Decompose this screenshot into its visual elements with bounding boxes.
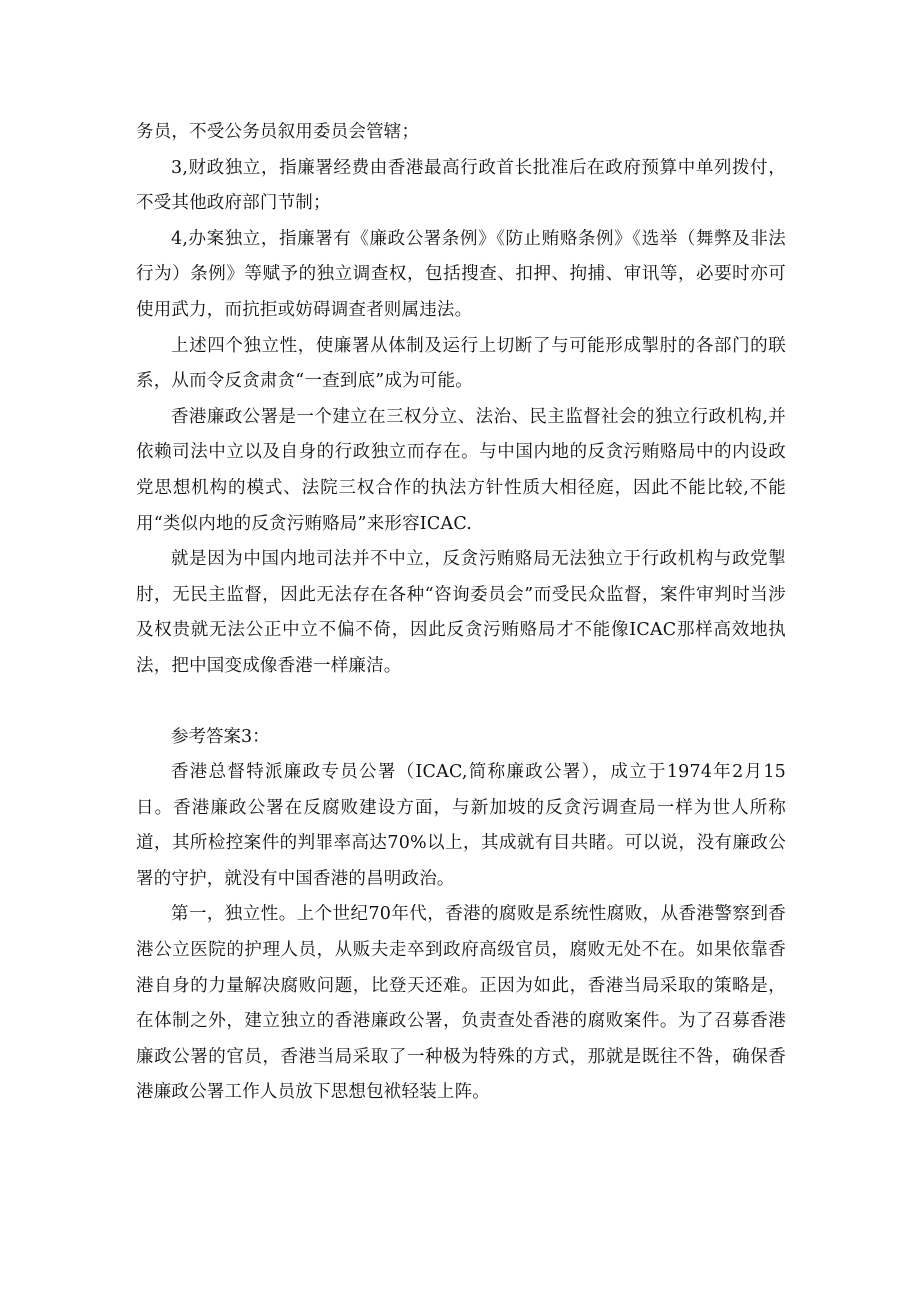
paragraph-mainland-comparison: 就是因为中国内地司法并不中立，反贪污贿赂局无法独立于行政机构与政党掣肘，无民主监督，因此无法存在各种“咨询委员会”而受民众监督，案件审判时当涉及权贵就无法公正中立不偏不倚，因此反贪污贿赂局才不能像ICAC那样高效地执法，把中国变成像香港一样廉洁。: [136, 549, 786, 676]
section-heading: 参考答案3：: [171, 726, 270, 747]
paragraph-icac-intro: 香港总督特派廉政专员公署（ICAC,简称廉政公署），成立于1974年2月15日。香港廉政公署在反腐败建设方面，与新加坡的反贪污调查局一样为世人所称道，其所检控案件的判罪率高达70%以上，其成就有目共睹。可以说，没有廉政公署的守护，就没有中国香港的昌明政治。: [136, 762, 786, 889]
paragraph-independence: 第一，独立性。上个世纪70年代，香港的腐败是系统性腐败，从香港警察到香港公立医院的护理人员，从贩夫走卒到政府高级官员，腐败无处不在。如果依靠香港自身的力量解决腐败问题，比登天还难。正因为如此，香港当局采取的策略是，在体制之外，建立独立的香港廉政公署，负责查处香港的腐败案件。为了召募香港廉政公署的官员，香港当局采取了一种极为特殊的方式，那就是既往不咎，确保香港廉政公署工作人员放下思想包袱轻装上阵。: [136, 904, 786, 1103]
paragraph-four-independences: 上述四个独立性，使廉署从体制及运行上切断了与可能形成掣肘的各部门的联系，从而令反贪肃贪“一查到底”成为可能。: [136, 335, 786, 392]
paragraph-icac-nature: 香港廉政公署是一个建立在三权分立、法治、民主监督社会的独立行政机构,并依赖司法中立以及自身的行政独立而存在。与中国内地的反贪污贿赂局中的内设政党思想机构的模式、法院三权合作的执法方针性质大相径庭，因此不能比较,不能用“类似内地的反贪污贿赂局”来形容ICAC.: [136, 406, 786, 534]
document-page: [136, 115, 786, 1111]
paragraph-financial-independence: 3,财政独立，指廉署经费由香港最高行政首长批准后在政府预算中单列拨付，不受其他政府部门节制；: [136, 157, 786, 214]
paragraph-case-independence: 4,办案独立，指廉署有《廉政公署条例》《防止贿赂条例》《选举（舞弊及非法行为）条例》等赋予的独立调查权，包括搜查、扣押、拘捕、审讯等，必要时亦可使用武力，而抗拒或妨碍调查者则属违法。: [136, 228, 786, 320]
section-gap: [136, 685, 786, 720]
paragraph-continuation: 务员，不受公务员叙用委员会管辖；: [136, 122, 420, 142]
